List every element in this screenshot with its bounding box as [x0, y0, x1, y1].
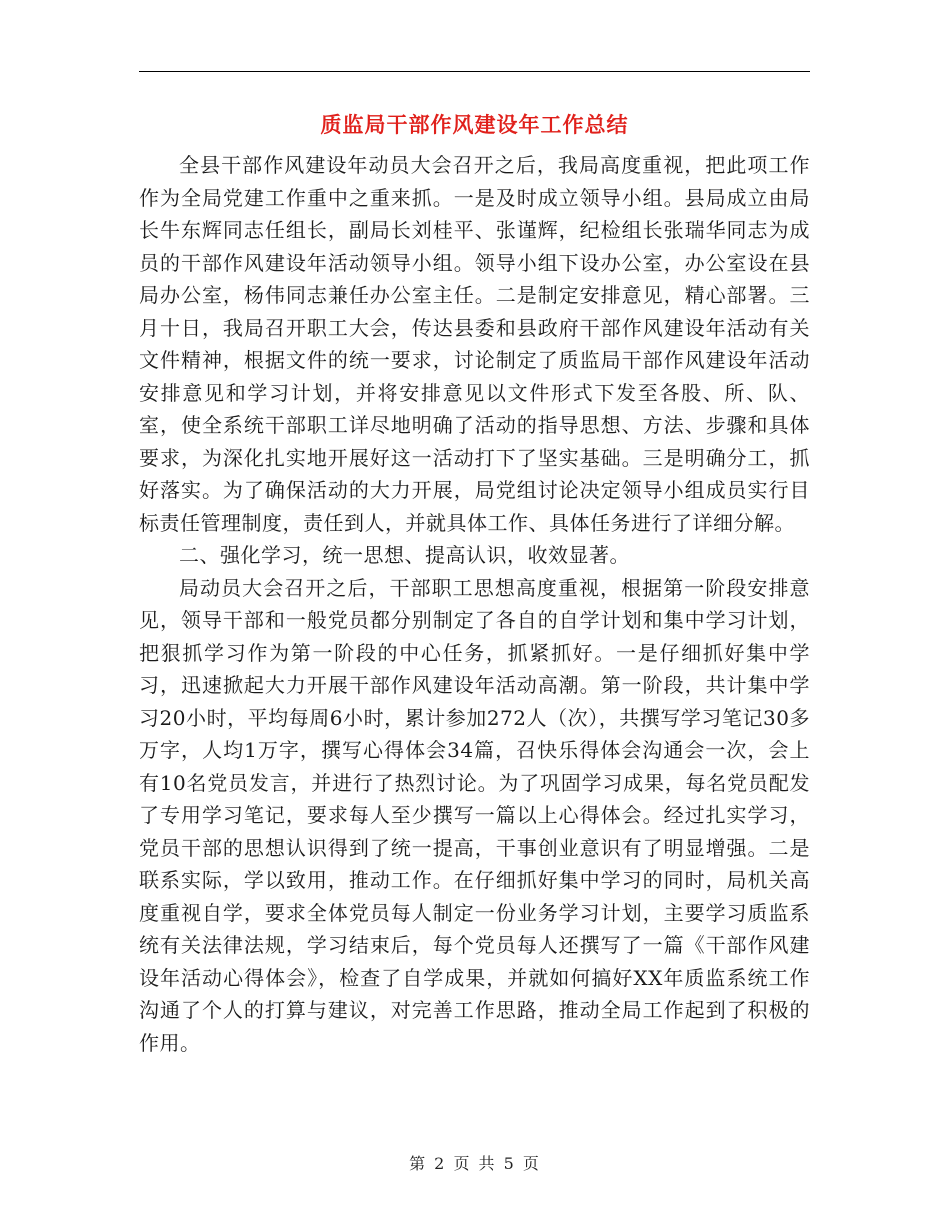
section-heading-2: 二、强化学习，统一思想、提高认识，收效显著。 — [179, 543, 630, 567]
header-rule — [139, 71, 810, 72]
paragraph-3: 局动员大会召开之后，干部职工思想高度重视，根据第一阶段安排意见，领导干部和一般党员都分别制定了各自的自学计划和集中学习计划，把狠抓学习作为第一阶段的中心任务，抓紧抓好。一是仔细抓好集中学习，迅速掀起大力开展干部作风建设年活动高潮。第一阶段，共计集中学习20小时，平均每周6小时，累计参加272人（次），共撰写学习笔记30多万字，人均1万字，撰写心得体会34篇，召快乐得体会沟通会一次，会上有10名党员发言，并进行了热烈讨论。为了巩固学习成果，每名党员配发了专用学习笔记，要求每人至少撰写一篇以上心得体会。经过扎实学习，党员干部的思想认识得到了统一提高，干事创业意识有了明显增强。二是联系实际，学以致用，推动工作。在仔细抓好集中学习的同时，局机关高度重视自学，要求全体党员每人制定一份业务学习计划，主要学习质监系统有关法律法规，学习结束后，每个党员每人还撰写了一篇《干部作风建设年活动心得体会》，检查了自学成果，并就如何搞好XX年质监系统工作沟通了个人的打算与建议，对完善工作思路，推动全局工作起到了积极的作用。 — [139, 575, 810, 1055]
document-body — [139, 149, 810, 1059]
document-title: 质监局干部作风建设年工作总结 — [320, 112, 629, 137]
paragraph-1: 全县干部作风建设年动员大会召开之后，我局高度重视，把此项工作作为全局党建工作重中之重来抓。一是及时成立领导小组。县局成立由局长牛东辉同志任组长，副局长刘桂平、张谨辉，纪检组长张瑞华同志为成员的干部作风建设年活动领导小组。领导小组下设办公室，办公室设在县局办公室，杨伟同志兼任办公室主任。二是制定安排意见，精心部署。三月十日，我局召开职工大会，传达县委和县政府干部作风建设年活动有关文件精神，根据文件的统一要求，讨论制定了质监局干部作风建设年活动安排意见和学习计划，并将安排意见以文件形式下发至各股、所、队、室，使全系统干部职工详尽地明确了活动的指导思想、方法、步骤和具体要求，为深化扎实地开展好这一活动打下了坚实基础。三是明确分工，抓好落实。为了确保活动的大力开展，局党组讨论决定领导小组成员实行目标责任管理制度，责任到人，并就具体工作、具体任务进行了详细分解。 — [139, 153, 810, 535]
page-number: 第 2 页 共 5 页 — [409, 1154, 541, 1173]
